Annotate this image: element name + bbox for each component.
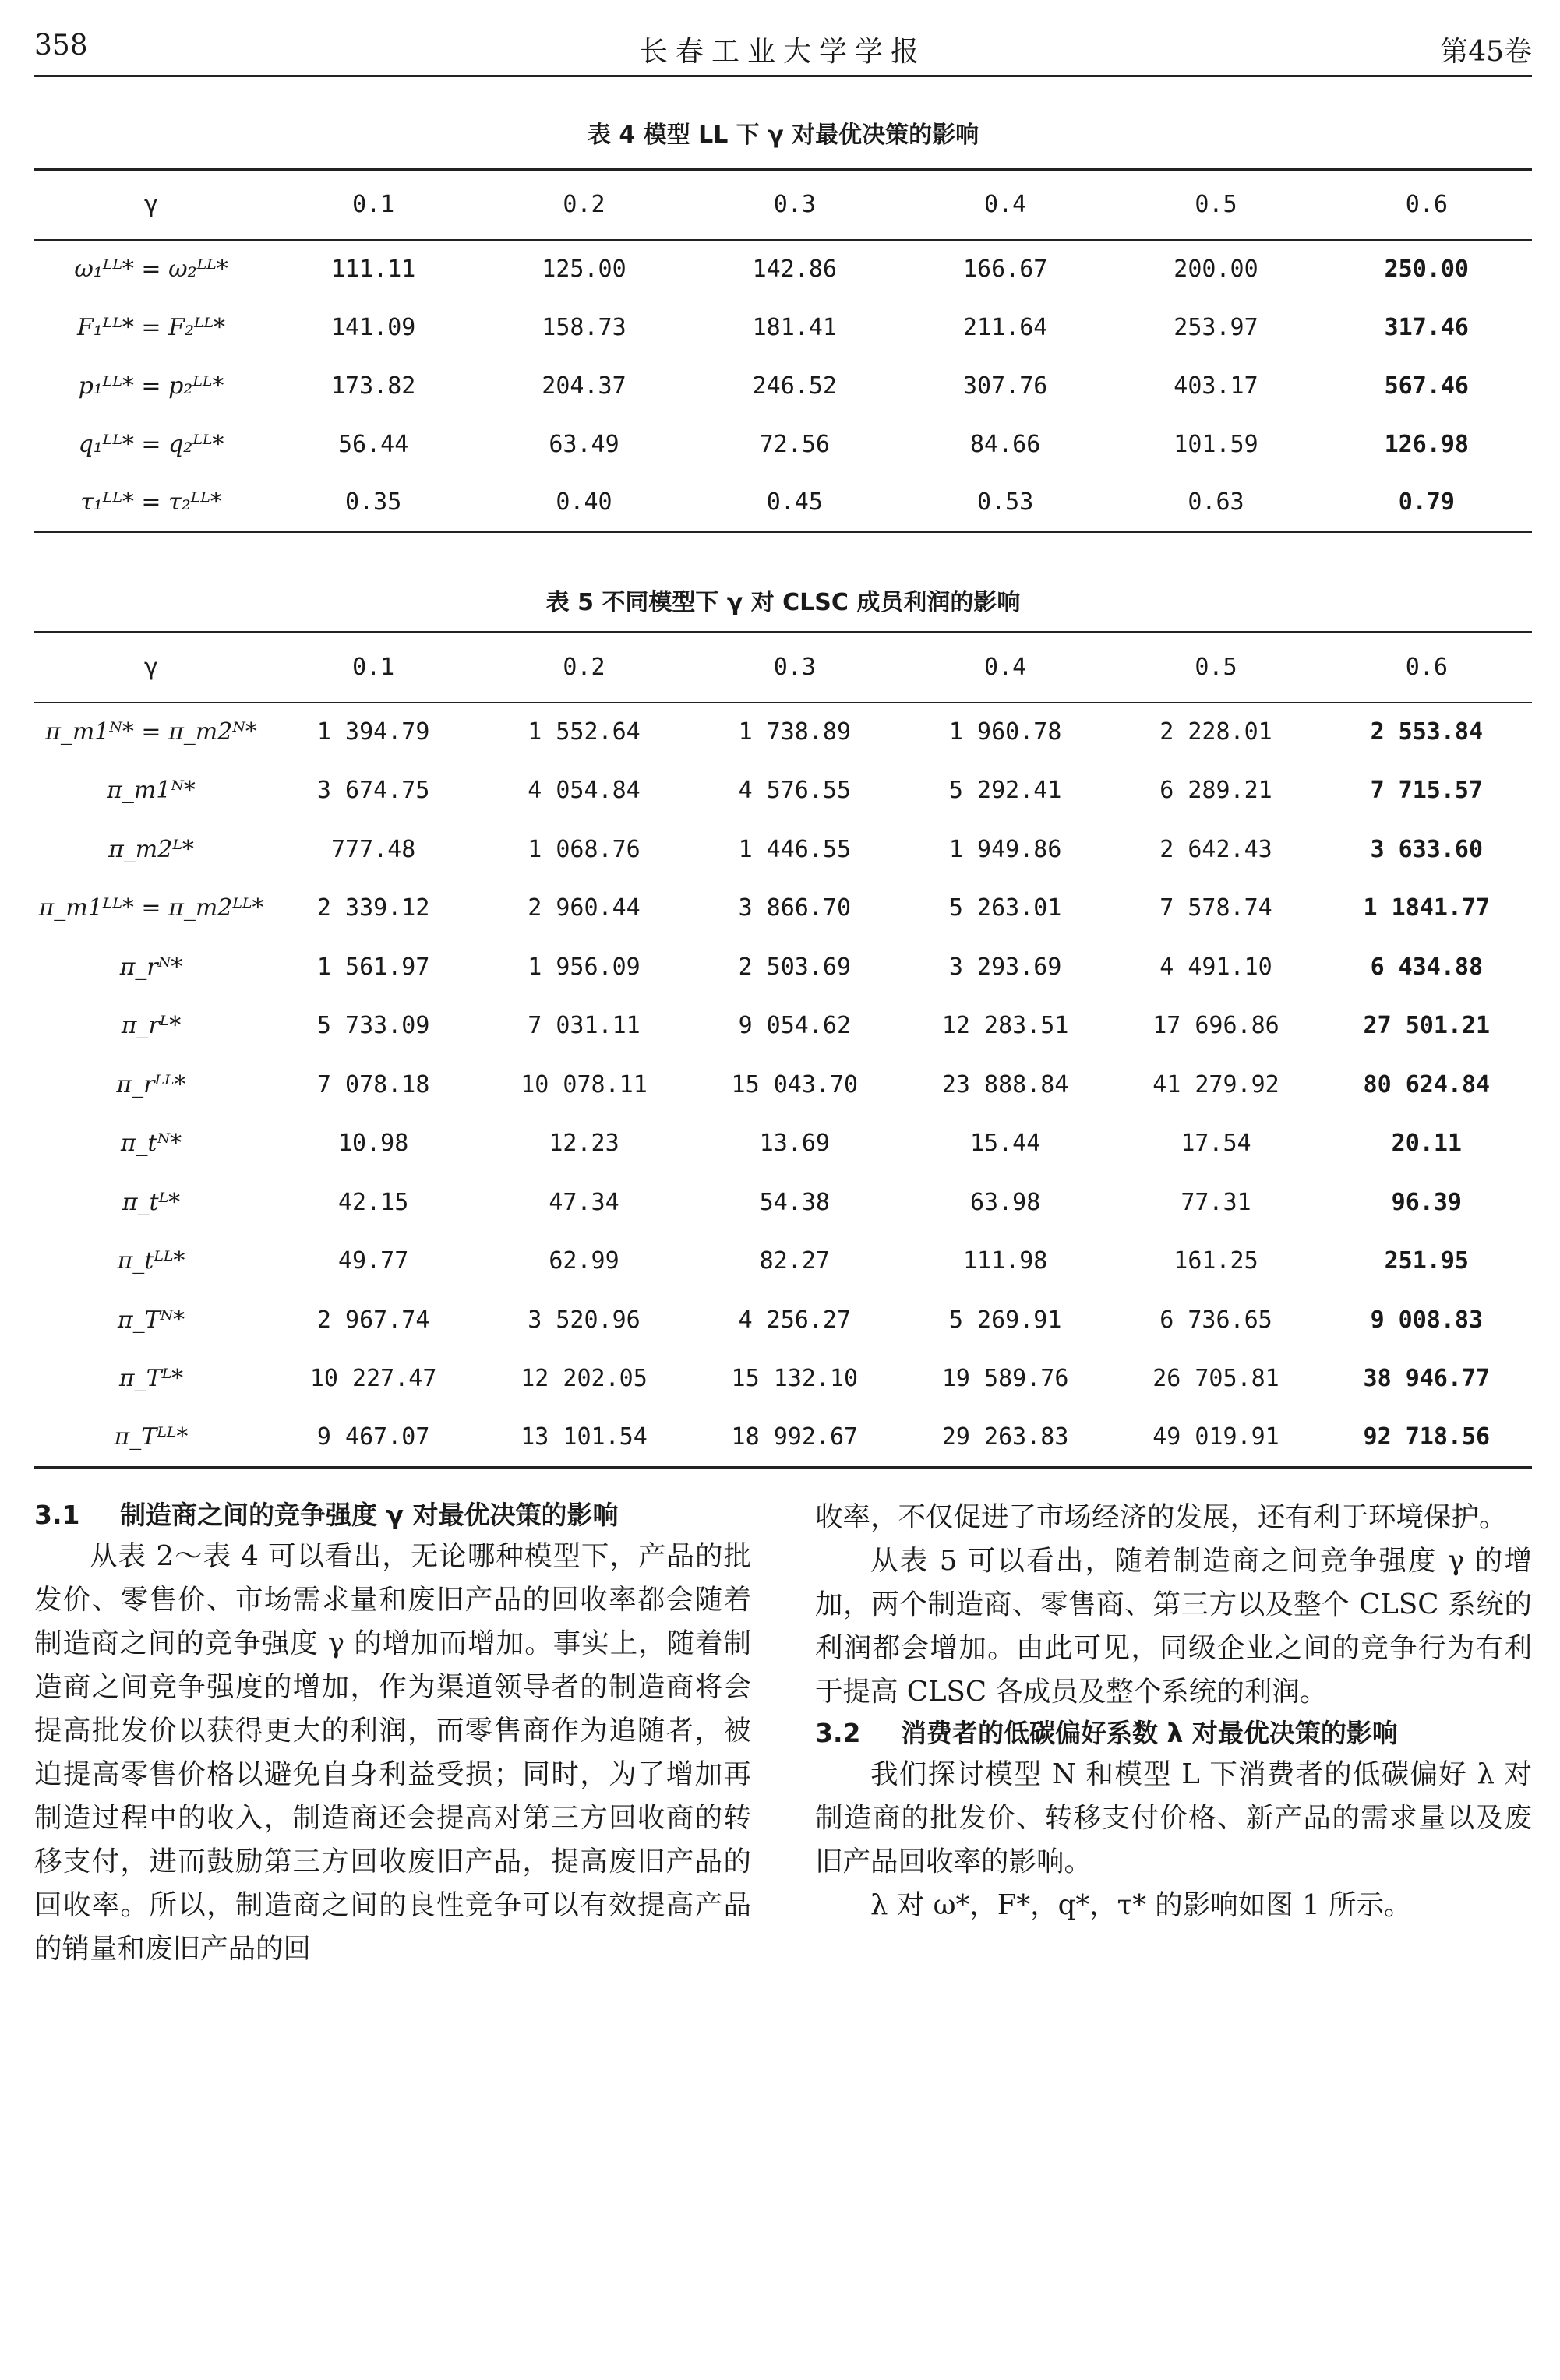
table5-caption: 表 5 不同模型下 γ 对 CLSC 成员利润的影响 xyxy=(545,589,1021,616)
table-header-row xyxy=(34,633,1532,703)
table-row xyxy=(34,879,1532,938)
table-cell: 4 491.10 xyxy=(1159,953,1272,981)
table-cell: 2 339.12 xyxy=(316,894,430,922)
table-cell: 80 624.84 xyxy=(1363,1070,1491,1098)
row-label: F₁ᴸᴸ* = F₂ᴸᴸ* xyxy=(76,313,226,341)
table-cell: 42.15 xyxy=(338,1188,409,1216)
table-cell: 62.99 xyxy=(549,1247,619,1275)
table-cell: 141.09 xyxy=(330,313,416,341)
table-cell: 6 736.65 xyxy=(1159,1306,1272,1334)
table-cell: 166.67 xyxy=(962,256,1048,283)
table-cell: 250.00 xyxy=(1384,256,1469,283)
table-cell: 246.52 xyxy=(752,372,837,400)
column-header: 0.6 xyxy=(1322,633,1532,703)
table-row xyxy=(34,820,1532,880)
table-cell: 17 696.86 xyxy=(1152,1012,1279,1040)
table-cell: 10 078.11 xyxy=(521,1070,648,1098)
table-cell: 56.44 xyxy=(338,430,409,458)
table-row xyxy=(34,996,1532,1056)
row-label: p₁ᴸᴸ* = p₂ᴸᴸ* xyxy=(78,372,224,400)
table-cell: 84.66 xyxy=(969,430,1041,458)
table-cell: 3 866.70 xyxy=(738,894,852,922)
row-label: π_m1ᴺ* = π_m2ᴺ* xyxy=(45,718,257,746)
table-row xyxy=(34,1349,1532,1409)
table-cell: 0.40 xyxy=(478,474,689,532)
table-cell: 10 227.47 xyxy=(309,1365,437,1393)
table-cell: 17.54 xyxy=(1181,1130,1251,1158)
table-cell: 5 733.09 xyxy=(316,1012,430,1040)
column-header: 0.1 xyxy=(268,633,478,703)
table-cell: 9 008.83 xyxy=(1370,1306,1484,1334)
row-label: π_Tᴸᴸ* xyxy=(34,1409,268,1468)
table-cell: 20.11 xyxy=(1391,1130,1462,1158)
table-cell: 7 715.57 xyxy=(1370,777,1484,805)
table-cell: 13 101.54 xyxy=(478,1409,689,1468)
paragraph: 从表 5 可以看出，随着制造商之间竞争强度 γ 的增加，两个制造商、零售商、第三方以及整个 CLSC 系统的利润都会增加。由此可见，同级企业之间的竞争行为有利于提高 CLSC 各成员及整个系统的利润。 xyxy=(815,1545,1532,1708)
column-header: 0.2 xyxy=(478,170,689,240)
row-label: π_Tᴺ* xyxy=(117,1306,185,1334)
table-row xyxy=(34,1232,1532,1291)
row-label: π_rᴸ* xyxy=(121,1012,182,1040)
table-cell: 2 503.69 xyxy=(738,953,852,981)
table-cell: 251.95 xyxy=(1384,1247,1469,1275)
column-header: 0.2 xyxy=(478,633,689,703)
column-header: 0.3 xyxy=(690,633,900,703)
row-label: π_m1ᴸᴸ* = π_m2ᴸᴸ* xyxy=(38,894,264,922)
table-cell: 200.00 xyxy=(1174,256,1258,283)
column-header: 0.6 xyxy=(1322,170,1532,240)
paragraph: λ 对 ω*，F*，q*，τ* 的影响如图 1 所示。 xyxy=(870,1889,1412,1921)
table-cell: 72.56 xyxy=(759,430,830,458)
table-cell: 10.98 xyxy=(338,1130,409,1158)
table-row xyxy=(34,703,1532,762)
table-cell: 307.76 xyxy=(962,372,1048,400)
section-number: 3.2 xyxy=(815,1718,861,1748)
table-cell: 1 1841.77 xyxy=(1363,894,1491,922)
table-cell: 13.69 xyxy=(759,1130,830,1158)
section-title: 制造商之间的竞争强度 γ 对最优决策的影响 xyxy=(120,1500,619,1530)
right-column xyxy=(815,1496,1532,1927)
row-label: τ₁ᴸᴸ* = τ₂ᴸᴸ* xyxy=(34,474,268,532)
table-cell: 27 501.21 xyxy=(1363,1012,1491,1040)
paragraph: 我们探讨模型 N 和模型 L 下消费者的低碳偏好 λ 对制造商的批发价、转移支付价格、新产品的需求量以及废旧产品回收率的影响。 xyxy=(815,1758,1532,1878)
row-label: π_m1ᴺ* xyxy=(107,777,196,805)
table-cell: 1 394.79 xyxy=(316,718,430,746)
table-cell: 12 283.51 xyxy=(941,1012,1069,1040)
header-symbol: γ xyxy=(34,633,268,703)
table-cell: 9 467.07 xyxy=(268,1409,478,1468)
table-cell: 111.98 xyxy=(962,1247,1048,1275)
table-cell: 7 031.11 xyxy=(528,1012,641,1040)
table-cell: 0.45 xyxy=(690,474,900,532)
table-header-row xyxy=(34,170,1532,240)
table-cell: 63.98 xyxy=(969,1188,1041,1216)
table-cell: 18 992.67 xyxy=(690,1409,900,1468)
table-cell: 1 552.64 xyxy=(528,718,641,746)
table-cell: 4 256.27 xyxy=(738,1306,852,1334)
table-row xyxy=(34,298,1532,357)
column-header: 0.5 xyxy=(1110,633,1321,703)
journal-title: 长春工业大学学报 xyxy=(639,36,926,68)
table-cell: 211.64 xyxy=(962,313,1048,341)
table-cell: 1 446.55 xyxy=(738,835,852,863)
paragraph: 从表 2～表 4 可以看出，无论哪种模型下，产品的批发价、零售价、市场需求量和废旧产品的回收率都会随着制造商之间的竞争强度 γ 的增加而增加。事实上，随着制造商之间竞争强度的增加，作为渠道领导者的制造商将会提高批发价以获得更大的利润，而零售商作为追随者，被迫提高零售价格以避免自身利益受损；同时，为了增加再制造过程中的收入，制造商还会提高对第三方回收商的转移支付，进而鼓励第三方回收废旧产品，提高废旧产品的回收率。所以，制造商之间的良性竞争可以有效提高产品的销量和废旧产品的回 xyxy=(34,1540,751,1965)
table-cell: 158.73 xyxy=(542,313,626,341)
table-cell: 7 578.74 xyxy=(1159,894,1272,922)
table-cell: 0.35 xyxy=(268,474,478,532)
table-cell: 1 068.76 xyxy=(528,835,641,863)
table-cell: 173.82 xyxy=(330,372,416,400)
table-cell: 0.79 xyxy=(1322,474,1532,532)
table-cell: 49 019.91 xyxy=(1110,1409,1321,1468)
table4 xyxy=(34,168,1532,533)
table-row xyxy=(34,1291,1532,1350)
row-label: π_tᴸᴸ* xyxy=(117,1247,185,1275)
table-cell: 7 078.18 xyxy=(316,1070,430,1098)
table-cell: 15 043.70 xyxy=(731,1070,859,1098)
table-row xyxy=(34,1056,1532,1115)
table-cell: 9 054.62 xyxy=(738,1012,852,1040)
table-cell: 2 967.74 xyxy=(316,1306,430,1334)
table-cell: 2 553.84 xyxy=(1370,718,1484,746)
header-symbol: γ xyxy=(34,170,268,240)
table-cell: 567.46 xyxy=(1384,372,1469,400)
section-heading-3-2 xyxy=(815,1714,1532,1753)
table-cell: 6 289.21 xyxy=(1159,777,1272,805)
table-cell: 38 946.77 xyxy=(1363,1365,1491,1393)
table-cell: 142.86 xyxy=(752,256,837,283)
table-cell: 1 949.86 xyxy=(948,835,1062,863)
table-cell: 161.25 xyxy=(1174,1247,1258,1275)
table-cell: 3 633.60 xyxy=(1370,835,1484,863)
table-cell: 47.34 xyxy=(549,1188,619,1216)
table-cell: 101.59 xyxy=(1174,430,1258,458)
column-header: 0.4 xyxy=(900,170,1110,240)
table-row xyxy=(34,474,1532,532)
paragraph-continuation: 收率，不仅促进了市场经济的发展，还有利于环境保护。 xyxy=(815,1501,1507,1533)
table-cell: 15.44 xyxy=(969,1130,1041,1158)
table-cell: 12.23 xyxy=(549,1130,619,1158)
row-label: π_rᴺ* xyxy=(119,953,183,981)
table-cell: 253.97 xyxy=(1174,313,1258,341)
page-header xyxy=(34,23,1532,77)
table4-caption: 表 4 模型 LL 下 γ 对最优决策的影响 xyxy=(587,122,979,149)
table-cell: 4 054.84 xyxy=(528,777,641,805)
table-cell: 3 293.69 xyxy=(948,953,1062,981)
row-label: π_m2ᴸ* xyxy=(108,835,194,863)
table-cell: 1 738.89 xyxy=(738,718,852,746)
table-cell: 1 960.78 xyxy=(948,718,1062,746)
table-cell: 6 434.88 xyxy=(1370,953,1484,981)
table-cell: 777.48 xyxy=(330,835,416,863)
volume-label: 第45卷 xyxy=(1440,36,1532,68)
column-header: 0.5 xyxy=(1110,170,1321,240)
table-cell: 3 520.96 xyxy=(528,1306,641,1334)
table-cell: 1 561.97 xyxy=(316,953,430,981)
table-cell: 77.31 xyxy=(1181,1188,1251,1216)
table-cell: 49.77 xyxy=(338,1247,409,1275)
table-cell: 111.11 xyxy=(330,256,416,283)
table-cell: 92 718.56 xyxy=(1322,1409,1532,1468)
row-label: π_Tᴸ* xyxy=(118,1365,184,1393)
table-cell: 96.39 xyxy=(1391,1188,1462,1216)
column-header: 0.3 xyxy=(690,170,900,240)
table-cell: 5 269.91 xyxy=(948,1306,1062,1334)
table-cell: 3 674.75 xyxy=(316,777,430,805)
table-cell: 2 228.01 xyxy=(1159,718,1272,746)
table-cell: 125.00 xyxy=(542,256,626,283)
table-row xyxy=(34,1114,1532,1173)
table-cell: 82.27 xyxy=(759,1247,830,1275)
table-row xyxy=(34,415,1532,474)
row-label: π_rᴸᴸ* xyxy=(116,1070,186,1098)
table-cell: 5 292.41 xyxy=(948,777,1062,805)
table-cell: 0.63 xyxy=(1110,474,1321,532)
table-row xyxy=(34,761,1532,820)
table-cell: 23 888.84 xyxy=(941,1070,1069,1098)
row-label: π_tᴸ* xyxy=(122,1188,181,1216)
column-header: 0.1 xyxy=(268,170,478,240)
table-cell: 2 642.43 xyxy=(1159,835,1272,863)
table-cell: 63.49 xyxy=(549,430,619,458)
table-cell: 4 576.55 xyxy=(738,777,852,805)
table-cell: 19 589.76 xyxy=(941,1365,1069,1393)
column-header: 0.4 xyxy=(900,633,1110,703)
table-cell: 29 263.83 xyxy=(900,1409,1110,1468)
row-label: π_tᴺ* xyxy=(120,1130,182,1158)
left-column xyxy=(34,1496,751,1971)
table-cell: 5 263.01 xyxy=(948,894,1062,922)
table-cell: 1 956.09 xyxy=(528,953,641,981)
table-cell: 126.98 xyxy=(1384,430,1469,458)
table-row xyxy=(34,1409,1532,1468)
table-cell: 26 705.81 xyxy=(1152,1365,1279,1393)
table-cell: 181.41 xyxy=(752,313,837,341)
table-cell: 15 132.10 xyxy=(731,1365,859,1393)
table5 xyxy=(34,631,1532,1469)
row-label: q₁ᴸᴸ* = q₂ᴸᴸ* xyxy=(78,430,224,458)
table-cell: 0.53 xyxy=(900,474,1110,532)
page-number: 358 xyxy=(34,30,88,62)
table-row xyxy=(34,357,1532,415)
table-row xyxy=(34,240,1532,298)
section-title: 消费者的低碳偏好系数 λ 对最优决策的影响 xyxy=(901,1718,1398,1748)
section-number: 3.1 xyxy=(34,1500,80,1530)
table-cell: 12 202.05 xyxy=(521,1365,648,1393)
section-heading-3-1 xyxy=(34,1496,751,1535)
table-row xyxy=(34,1173,1532,1232)
table-cell: 403.17 xyxy=(1174,372,1258,400)
table-cell: 2 960.44 xyxy=(528,894,641,922)
table-cell: 54.38 xyxy=(759,1188,830,1216)
table-cell: 41 279.92 xyxy=(1152,1070,1279,1098)
table-row xyxy=(34,938,1532,997)
table-cell: 317.46 xyxy=(1384,313,1469,341)
table-cell: 204.37 xyxy=(542,372,626,400)
row-label: ω₁ᴸᴸ* = ω₂ᴸᴸ* xyxy=(74,256,228,283)
